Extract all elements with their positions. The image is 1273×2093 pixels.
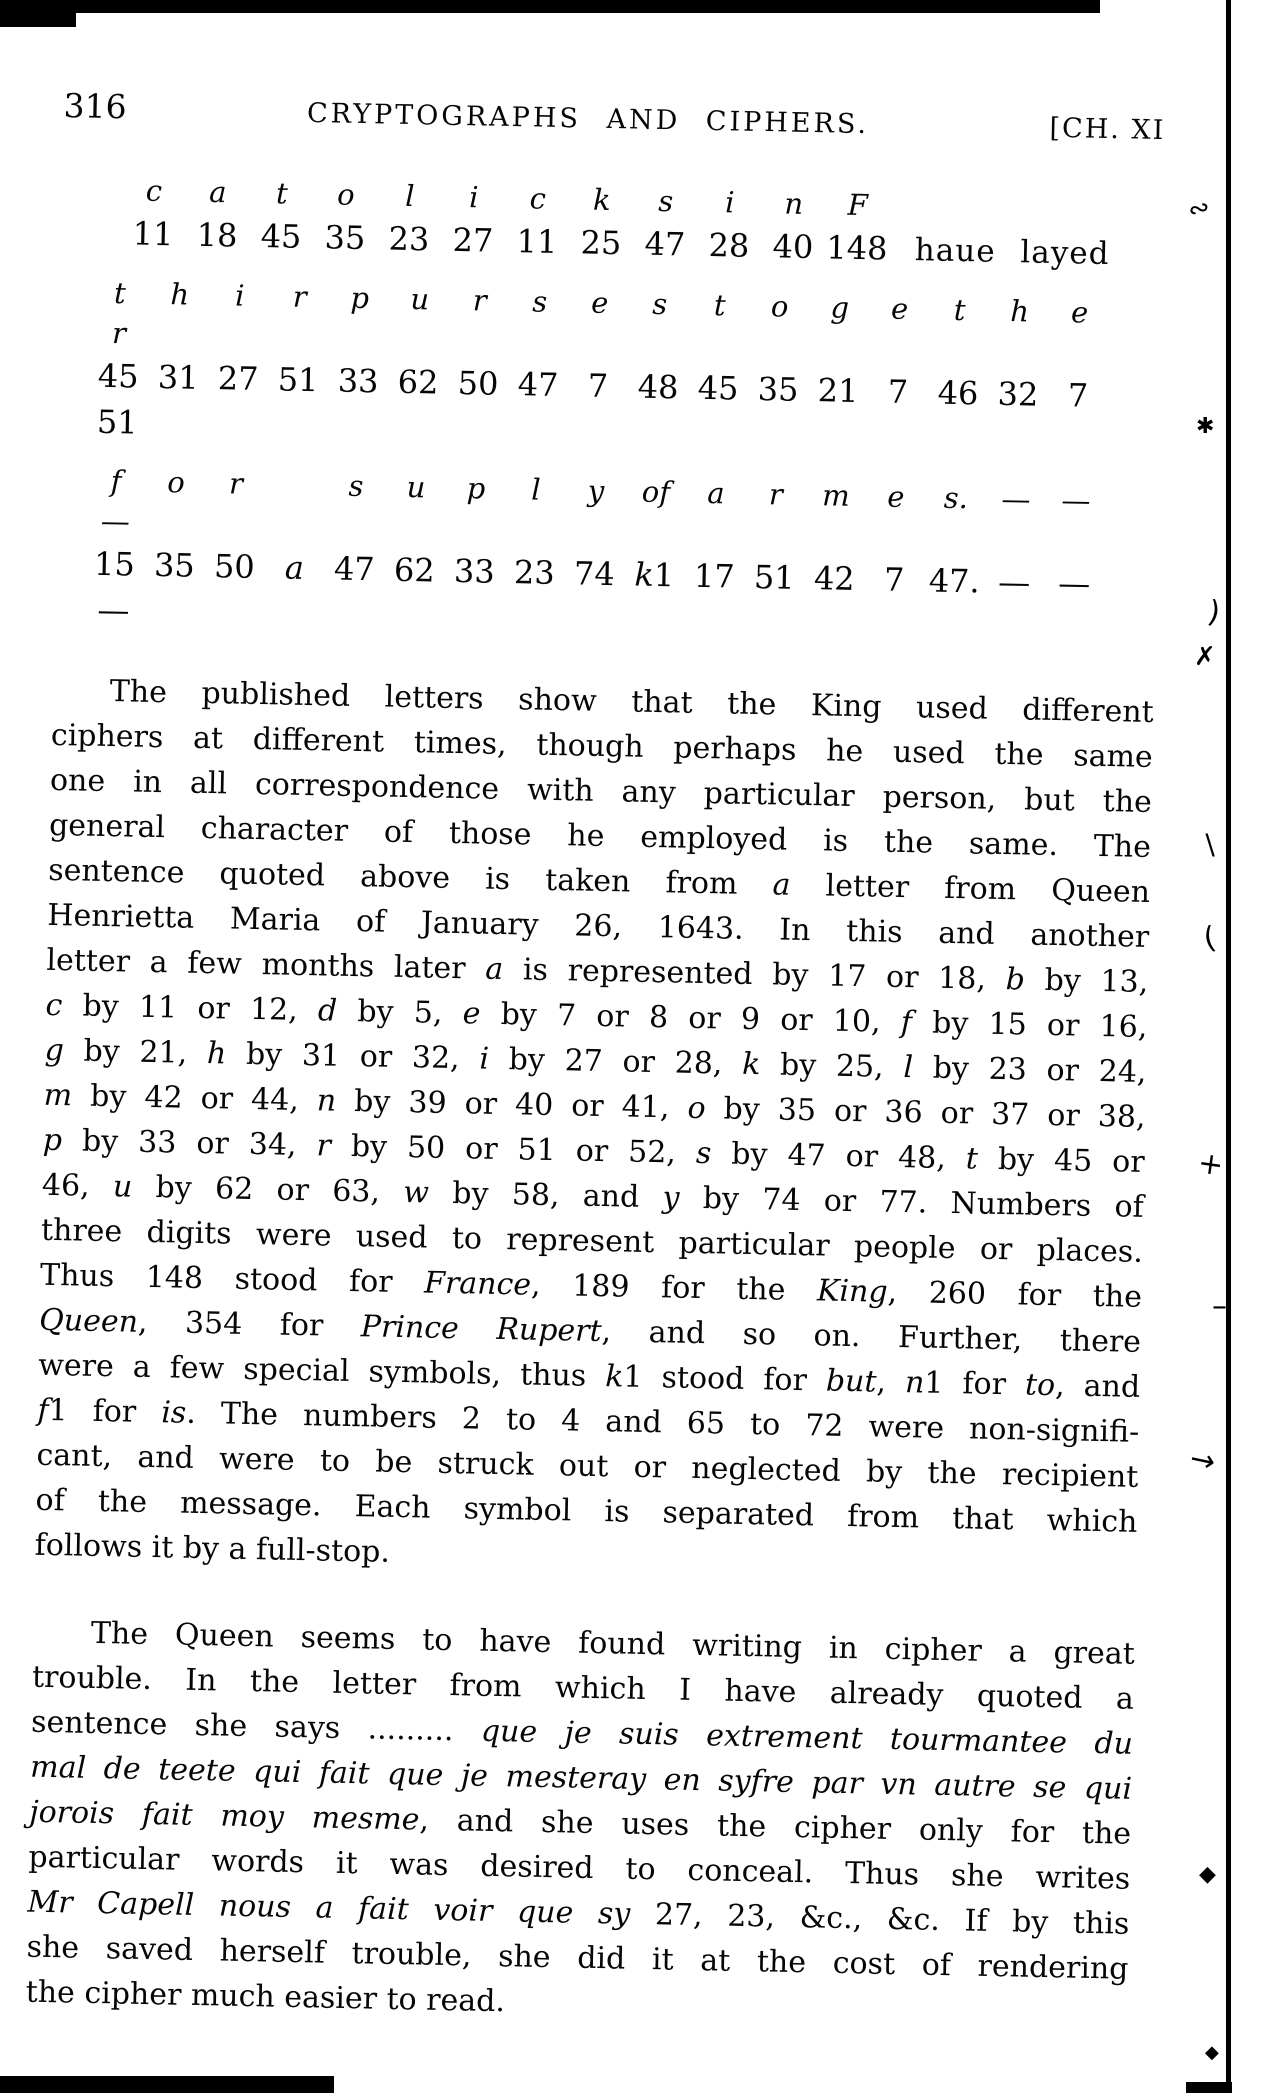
chapter-label: [CH. XI [1049, 112, 1166, 147]
ink-mark: ◆ [1205, 2042, 1219, 2063]
text-line: Mr Capell nous a fait voir que sy 27, 23, &c., &c. If by this [27, 1884, 1130, 1942]
cipher-letters-line: f o r s u p l y of a r m e s. — —— [100, 464, 1091, 539]
text-line: cant, and were to be struck out or neglected by the recipient [36, 1437, 1139, 1495]
book-page [25, 86, 1165, 2037]
cipher-numbers-line: 45 31 27 51 33 62 50 47 7 48 45 35 21 7 46 32 751 [96, 356, 1089, 442]
text-line: she saved herself trouble, she did it at the cost of rendering [26, 1929, 1129, 1987]
paragraph [34, 668, 1154, 1590]
text-line: one in all correspondence with any particular person, but the [49, 762, 1153, 820]
cipher-numbers-line: 15 35 50 a 47 62 33 23 74 k1 17 51 42 7 47. — —— [93, 544, 1091, 630]
body-text [25, 668, 1154, 2037]
text-line: f1 for is. The numbers 2 to 4 and 65 to 72 were non-signifi- [37, 1392, 1140, 1450]
text-line: 46, u by 62 or 63, w by 58, and y by 74 or 77. Numbers of [41, 1167, 1145, 1225]
text-line: the cipher much easier to read. [25, 1974, 506, 2020]
text-line: The Queen seems to have found writing in cipher a great [90, 1615, 1136, 1672]
ink-mark: – [1212, 1289, 1227, 1324]
running-title: CRYPTOGRAPHS AND CIPHERS. [306, 97, 870, 141]
ink-mark: + [1195, 1145, 1226, 1184]
scan-artifact-bottom-right-mark [1186, 2082, 1232, 2093]
text-line: jorois fait moy mesme, and she uses the cipher only for the [28, 1794, 1132, 1852]
paragraph [25, 1610, 1135, 2037]
text-line: general character of those he employed is the same. The [48, 807, 1152, 865]
cipher-row [87, 273, 1162, 466]
ink-mark: ) [1205, 594, 1223, 631]
text-line: sentence quoted above is taken from a letter from Queen [47, 852, 1151, 910]
cipher-plaintext-suffix: haue layed [914, 232, 1110, 273]
cipher-example-table [83, 170, 1164, 654]
text-line: ciphers at different times, though perhaps he used the same [50, 717, 1154, 775]
text-line: were a few special symbols, thus k1 stood for but, n1 for to, and [37, 1347, 1141, 1405]
text-line: p by 33 or 34, r by 50 or 51 or 52, s by 47 or 48, t by 45 or [42, 1122, 1145, 1180]
scan-artifact-bottom-bar [0, 2076, 334, 2093]
text-line: trouble. In the letter from which I have already quoted a [31, 1659, 1135, 1717]
text-line: follows it by a full-stop. [34, 1527, 391, 1570]
text-line: letter a few months later a is represented by 17 or 18, b by 13, [46, 942, 1149, 1000]
text-line: c by 11 or 12, d by 5, e by 7 or 8 or 9 or 10, f by 15 or 16, [45, 987, 1148, 1045]
text-line: Henrietta Maria of January 26, 1643. In this and another [47, 897, 1150, 955]
text-line: mal de teete qui fait que je mesteray en syfre par vn autre se qui [29, 1749, 1133, 1807]
text-line: of the message. Each symbol is separated from that which [35, 1482, 1138, 1540]
text-line: g by 21, h by 31 or 32, i by 27 or 28, k by 25, l by 23 or 24, [44, 1032, 1147, 1090]
text-line: Thus 148 stood for France, 189 for the King, 260 for the [39, 1257, 1143, 1315]
cipher-numbers-line: 11 18 45 35 23 27 11 25 47 28 40 148 haue layed [132, 214, 1110, 273]
scan-artifact-top-bar [76, 0, 1100, 13]
cipher-row [121, 170, 1165, 278]
text-line: The published letters show that the King used different [109, 674, 1154, 730]
cipher-letters-line: t h i r p u r s e s t o g e t h er [111, 276, 1089, 351]
ink-mark: ( [1200, 920, 1219, 957]
ink-mark: → [1186, 1440, 1219, 1481]
scan-artifact-top-left-block [0, 0, 76, 27]
page-edge-rule [1226, 0, 1231, 2093]
ink-mark: ◆ [1199, 1862, 1216, 1887]
cipher-row [83, 461, 1158, 654]
ink-mark: ✗ [1194, 642, 1216, 672]
cipher-letters-line: c a t o l i c k s i n F [145, 173, 869, 223]
text-line: m by 42 or 44, n by 39 or 40 or 41, o by 35 or 36 or 37 or 38, [43, 1077, 1146, 1135]
ink-mark: ∾ [1184, 191, 1214, 227]
text-line: Queen, 354 for Prince Rupert, and so on. Further, there [38, 1302, 1142, 1360]
text-line: particular words it was desired to conceal. Thus she writes [28, 1839, 1131, 1897]
page-number: 316 [63, 86, 127, 127]
ink-mark: ✱ [1196, 414, 1215, 439]
page-header [63, 86, 1166, 147]
ink-mark: ∖ [1200, 829, 1218, 862]
text-line: sentence she says ......... que je suis extrement tourmantee du [30, 1704, 1134, 1762]
text-line: three digits were used to represent particular people or places. [40, 1212, 1144, 1270]
